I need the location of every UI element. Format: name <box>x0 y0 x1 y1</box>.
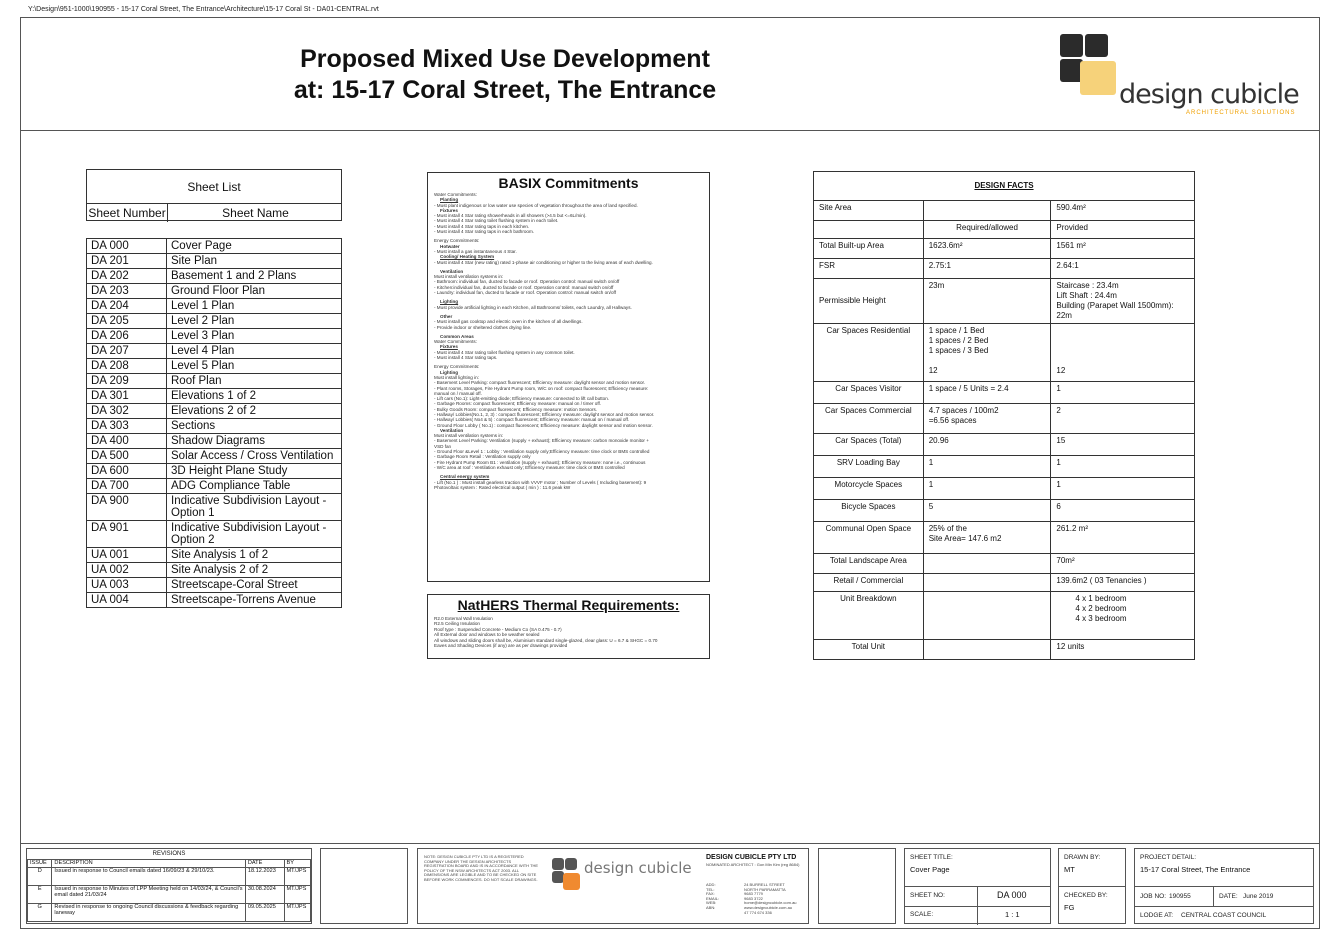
blank-panel <box>320 848 408 924</box>
checked-by-label: CHECKED BY: <box>1064 892 1108 899</box>
basix-line: Ventilation <box>440 268 464 274</box>
lodge-at-value: CENTRAL COAST COUNCIL <box>1181 912 1267 919</box>
revision-by: MT/JPS <box>284 867 311 885</box>
design-facts-row <box>814 201 1195 221</box>
contact-label: WEB: <box>706 900 717 906</box>
revision-header: DESCRIPTION <box>52 860 245 868</box>
sheet-number: DA 303 <box>87 419 167 434</box>
revision-issue: D <box>28 867 52 885</box>
basix-line: - Lift (No.1 ) : Must install gearless traction with VVVF motor ; Number of Levels ( Including basement): 9 <box>434 479 647 485</box>
revisions-table <box>26 848 312 924</box>
drawn-panel <box>1058 848 1126 924</box>
fact-required <box>923 592 1051 640</box>
basix-line: Hotwater <box>440 243 460 249</box>
fact-label: Total Built-up Area <box>814 239 924 259</box>
sheet-name: Sections <box>167 419 342 434</box>
design-facts-row <box>814 239 1195 259</box>
company-logo <box>1060 34 1120 96</box>
logo-square <box>1060 34 1083 57</box>
sheet-name: Solar Access / Cross Ventilation <box>167 449 342 464</box>
sheet-list-row <box>87 578 342 593</box>
nathers-line: R2.0 External Wall Insulation <box>434 616 493 621</box>
drawn-by-value: MT <box>1064 865 1075 874</box>
nathers-title: NatHERS Thermal Requirements: <box>457 597 680 613</box>
sheet-number: DA 208 <box>87 359 167 374</box>
logo-square <box>1080 61 1116 95</box>
revision-description: Issued in response to Minutes of LPP Meeting held on 14/03/24, & Council's email dated 21/03/24 <box>52 885 245 903</box>
sheet-list-row <box>87 449 342 464</box>
sheet-list-row <box>87 344 342 359</box>
fact-label: Total Landscape Area <box>814 554 924 574</box>
sheet-number: DA 204 <box>87 299 167 314</box>
basix-commitments <box>427 172 710 582</box>
sheet-list-row <box>87 419 342 434</box>
fact-label: FSR <box>814 259 924 279</box>
revisions-title: REVISIONS <box>152 851 186 857</box>
contact-value: 9683 7779 <box>744 891 763 897</box>
fact-label: Permissible Height <box>814 279 924 324</box>
fact-provided: 1561 m² <box>1051 239 1195 259</box>
fact-provided: 261.2 m² <box>1051 522 1195 554</box>
sheet-list-row <box>87 389 342 404</box>
fact-required: 1 space / 5 Units = 2.4 <box>923 382 1051 404</box>
contact-label: TEL: <box>706 886 715 892</box>
fact-label: Car Spaces Commercial <box>814 404 924 434</box>
basix-line: Common Areas <box>440 333 474 339</box>
contact-value: www.designcubicle.com.au <box>744 904 793 910</box>
fact-required <box>923 201 1051 221</box>
revision-by: MT/JPS <box>284 903 311 921</box>
small-logo-wordmark: design cubicle <box>584 859 692 877</box>
logo-square <box>565 858 577 870</box>
basix-line: - Must install 4 Star rating showerheads in all showers (>4.5 but <=6L/min). <box>434 213 587 219</box>
col-sheet-name: Sheet Name <box>167 204 343 222</box>
sheet-number: DA 209 <box>87 374 167 389</box>
basix-line: Lighting <box>440 369 459 375</box>
sheet-number: DA 901 <box>87 521 167 548</box>
sheet-no-label: SHEET NO: <box>910 892 945 899</box>
sheet-list-row <box>87 254 342 269</box>
fact-required: 20.96 <box>923 434 1051 456</box>
fact-label: Bicycle Spaces <box>814 500 924 522</box>
basix-line: - Ground Floor &Level 1 : Lobby : Ventilation supply only;Efficiency measure: time clock or BMS controlled <box>434 449 650 455</box>
sheet-list-row <box>87 404 342 419</box>
design-facts-row <box>814 382 1195 404</box>
sheet-number: DA 700 <box>87 479 167 494</box>
sheet-list-row <box>87 284 342 299</box>
contact-label: ADD: <box>706 882 716 887</box>
sheet-number: DA 207 <box>87 344 167 359</box>
basix-line: Must install ventilation systems in: <box>434 274 504 280</box>
fact-required <box>923 554 1051 574</box>
basix-line: Energy Commitments: <box>434 238 480 244</box>
revision-date: 18.12.2023 <box>245 867 284 885</box>
sheet-number: DA 302 <box>87 404 167 419</box>
fact-required: 5 <box>923 500 1051 522</box>
drawn-by-label: DRAWN BY: <box>1064 854 1101 861</box>
header-divider <box>20 130 1320 131</box>
sheet-number: DA 203 <box>87 284 167 299</box>
sheet-list-row <box>87 359 342 374</box>
basix-line: - Basement Level Parking: compact fluorescent; Efficiency measure: daylight sensor and motion sensor. <box>434 380 646 386</box>
nathers-line: All windows and sliding doors shall be, Aluminium standard single-glazed, clear glass: U = 6.7 & SHGC = 0.70 <box>434 637 658 643</box>
basix-line: Fixtures <box>440 207 458 213</box>
basix-line: - Must install 4 Star rating taps in each kitchen. <box>434 223 530 229</box>
lodge-at-label: LODGE AT: <box>1140 912 1174 919</box>
contact-label: ABN: <box>706 904 716 910</box>
sheet-number: DA 205 <box>87 314 167 329</box>
fact-provided: 590.4m² <box>1051 201 1195 221</box>
sheet-number: DA 301 <box>87 389 167 404</box>
design-facts-row <box>814 434 1195 456</box>
fact-provided: 2 <box>1051 404 1195 434</box>
sheet-list-header <box>86 169 342 221</box>
sheet-number: UA 004 <box>87 593 167 608</box>
fact-label: Total Unit <box>814 640 924 660</box>
basix-line: Must install lighting in: <box>434 374 479 380</box>
fact-required: 4.7 spaces / 100m2 =6.56 spaces <box>923 404 1051 434</box>
fact-required: 1 <box>923 456 1051 478</box>
sheet-name: Level 2 Plan <box>167 314 342 329</box>
sheet-list-row <box>87 548 342 563</box>
contact-label: EMAIL: <box>706 895 720 901</box>
basix-line: - Must install 4 Star (new rating) rated 1-phase air conditioning or higher to the living areas of each dwelling. <box>434 259 653 265</box>
design-facts-row <box>814 456 1195 478</box>
sheet-list-row <box>87 269 342 284</box>
project-detail-value: 15-17 Coral Street, The Entrance <box>1140 865 1251 874</box>
job-no-label: JOB NO: <box>1140 893 1167 900</box>
sheet-name: Roof Plan <box>167 374 342 389</box>
logo-square <box>1085 34 1108 57</box>
contact-label: FAX: <box>706 891 715 897</box>
sheet-list-row <box>87 593 342 608</box>
sheet-name: Ground Floor Plan <box>167 284 342 299</box>
basix-line: - Must install 4 Star rating taps in each bathroom. <box>434 229 535 235</box>
revision-date: 30.08.2024 <box>245 885 284 903</box>
sheet-name: Site Analysis 2 of 2 <box>167 563 342 578</box>
basix-line: - Provide indoor or sheltered clothes drying line. <box>434 324 532 330</box>
basix-line: - Kitchen:individual fan, ducted to facade or roof. Operation control: manual switch on/off <box>434 284 614 290</box>
sheet-number: DA 500 <box>87 449 167 464</box>
fact-provided: 1 <box>1051 478 1195 500</box>
fact-provided: 12 <box>1051 324 1195 382</box>
basix-line: - Lift cars (No.1): Light-emitting diode; Efficiency measure: connected to lift call button. <box>434 396 610 402</box>
revision-description: Revised in response to ongoing Council discussions & feedback regarding laneway <box>52 903 245 921</box>
fact-provided: Provided <box>1051 221 1195 239</box>
design-facts-row <box>814 574 1195 592</box>
revision-by: MT/JPS <box>284 885 311 903</box>
sheet-name: Elevations 2 of 2 <box>167 404 342 419</box>
basix-line: Lighting <box>440 299 459 305</box>
sheet-no-value: DA 000 <box>997 890 1027 900</box>
basix-title: BASIX Commitments <box>498 175 639 191</box>
nathers-line: Roof type : Suspended Concrete - Medium Co (SA 0.475 - 0.7) <box>434 626 562 632</box>
revision-issue: G <box>28 903 52 921</box>
design-facts-row <box>814 221 1195 239</box>
sheet-name: Elevations 1 of 2 <box>167 389 342 404</box>
copyright-note: NOTE: DESIGN CUBICLE PTY LTD IS A REGISTERED COMPANY UNDER THE DESIGN ARCHITECTS REGISTRATION BOARD AND IS IN ACCORDANCE WITH THE POLICY OF THE NSW ARCHITECTS ACT 2003. ALL DIMENSIONS ARE LEGIBLE AND TO BE CHECKED ON SITE BEFORE WORK COMMENCES. DO NOT SCALE DRAWINGS. <box>424 855 539 882</box>
logo-tagline: ARCHITECTURAL SOLUTIONS <box>1186 110 1296 116</box>
sheet-number: UA 003 <box>87 578 167 593</box>
basix-line: - Plant rooms, Storages, Fire Hydrant Pump room, W/C on roof: compact fluorescent; Efficiency measure: <box>434 385 649 391</box>
revision-date: 09.05.2025 <box>245 903 284 921</box>
sheet-name: Streetscape-Coral Street <box>167 578 342 593</box>
checked-by-value: FG <box>1064 903 1075 912</box>
design-facts-row <box>814 478 1195 500</box>
sheet-info-panel <box>904 848 1051 924</box>
sheet-list-row <box>87 479 342 494</box>
fact-provided: 6 <box>1051 500 1195 522</box>
design-facts-row <box>814 259 1195 279</box>
basix-line: - Fire Hydrant Pump Room B1 : ventilation (supply + exhaust); Efficiency measure: none i.e., continuous <box>434 459 646 465</box>
contact-value: home@designcubicle.com.au <box>744 900 797 906</box>
design-facts-row <box>814 522 1195 554</box>
sheet-number: DA 400 <box>87 434 167 449</box>
revision-header: BY <box>284 860 311 868</box>
sheet-name: Indicative Subdivision Layout - Option 1 <box>167 494 342 521</box>
fact-provided: Staircase : 23.4m Lift Shaft : 24.4m Building (Parapet Wall 1500mm): 22m <box>1051 279 1195 324</box>
basix-line: - Garbage Room Retail : Ventilation supply only <box>434 454 531 460</box>
design-facts-row <box>814 554 1195 574</box>
basix-line: - Must install 4 Star rating toilet flushing system in any common toilet. <box>434 349 575 355</box>
sheet-number: DA 000 <box>87 239 167 254</box>
sheet-list-row <box>87 434 342 449</box>
sheet-list-table <box>86 238 342 608</box>
sheet-list-row <box>87 314 342 329</box>
contact-value: 9683 3722 <box>744 895 763 901</box>
title-line-1: Proposed Mixed Use Development <box>300 45 710 73</box>
basix-line: manual on / manual off. <box>434 390 482 396</box>
sheet-name: Level 4 Plan <box>167 344 342 359</box>
sheet-list-row <box>87 464 342 479</box>
basix-line: Water Commitments: <box>434 192 477 197</box>
fact-required <box>923 574 1051 592</box>
small-logo <box>552 858 584 890</box>
basix-line: VSD fan <box>434 443 452 449</box>
sheet-list-row <box>87 299 342 314</box>
basix-line: - Laundry: individual fan, ducted to facade or roof. Operation control: manual switch on/off <box>434 290 616 296</box>
fact-provided: 139.6m2 ( 03 Tenancies ) <box>1051 574 1195 592</box>
fact-label: Car Spaces Residential <box>814 324 924 382</box>
design-facts-row <box>814 500 1195 522</box>
sheet-number: DA 201 <box>87 254 167 269</box>
fact-provided: 1 <box>1051 382 1195 404</box>
sheet-name: Site Plan <box>167 254 342 269</box>
nathers-line: R2.5 Ceiling Insulation <box>434 621 480 627</box>
basix-line: - Basement Level Parking: Ventilation (supply + exhaust); Efficiency measure: carbon monoxide monitor + <box>434 438 649 444</box>
design-facts-row <box>814 592 1195 640</box>
fact-label: Communal Open Space <box>814 522 924 554</box>
company-name: DESIGN CUBICLE PTY LTD <box>706 854 797 861</box>
basix-line: - Must plant indigenous or low water use species of vegetation throughout the area of land specified. <box>434 202 638 208</box>
title-block-divider <box>20 843 1320 844</box>
revision-row <box>28 867 311 885</box>
fact-required: 25% of the Site Area= 147.6 m2 <box>923 522 1051 554</box>
basix-line: Energy Commitments: <box>434 364 480 370</box>
sheet-name: Level 1 Plan <box>167 299 342 314</box>
fact-label: Site Area <box>814 201 924 221</box>
project-panel <box>1134 848 1314 924</box>
sheet-list-title: Sheet List <box>187 180 241 194</box>
basix-line: Cooling/ Heating System <box>440 254 495 260</box>
design-facts-table <box>813 171 1195 660</box>
sheet-list-row <box>87 563 342 578</box>
sheet-number: UA 001 <box>87 548 167 563</box>
basix-line: Planting <box>440 197 459 203</box>
contact-value: NORTH PARRAMATTA <box>744 886 786 892</box>
basix-line: - Must install 4 Star rating taps. <box>434 355 498 361</box>
basix-line: Other <box>440 313 453 319</box>
design-facts-title: DESIGN FACTS <box>814 172 1195 201</box>
nominated-architect: NOMINATED ARCHITECT : Gon Min Kim (reg 8684) <box>706 863 800 867</box>
basix-line: - Must provide artificial lighting in each Kitchen, all Bathrooms/ toilets, each Laundry, all Hallways. <box>434 304 632 310</box>
contact-value: 24 BURRELL STREET <box>744 882 785 887</box>
fact-required: Required/allowed <box>923 221 1051 239</box>
sheet-number: UA 002 <box>87 563 167 578</box>
sheet-name: Level 3 Plan <box>167 329 342 344</box>
sheet-name: Basement 1 and 2 Plans <box>167 269 342 284</box>
basix-line: - Must install gas cooktop and electric oven in the kitchen of all dwellings. <box>434 319 583 325</box>
fact-label: Car Spaces Visitor <box>814 382 924 404</box>
sheet-list-row <box>87 374 342 389</box>
fact-required: 1 space / 1 Bed 1 spaces / 2 Bed 1 spaces / 3 Bed 12 <box>923 324 1051 382</box>
fact-required <box>923 640 1051 660</box>
basix-line: - Hallway/ Lobbies(No.1, 2, 3) : compact fluorescent; Efficiency measure: daylight sensor and motion sensor. <box>434 411 655 417</box>
fact-provided: 1 <box>1051 456 1195 478</box>
fact-provided: 4 x 1 bedroom 4 x 2 bedroom 4 x 3 bedroom <box>1051 592 1195 640</box>
sheet-name: ADG Compliance Table <box>167 479 342 494</box>
copyright-panel <box>417 848 809 924</box>
basix-line: Central energy system <box>440 474 490 480</box>
basix-line: Ventilation <box>440 427 464 433</box>
job-no-value: 190955 <box>1169 893 1191 900</box>
revision-issue: E <box>28 885 52 903</box>
fact-label: Car Spaces (Total) <box>814 434 924 456</box>
basix-line: - Must install 4 Star rating toilet flushing system in each toilet. <box>434 218 559 224</box>
sheet-name: Site Analysis 1 of 2 <box>167 548 342 563</box>
sheet-name: Level 5 Plan <box>167 359 342 374</box>
sheet-number: DA 900 <box>87 494 167 521</box>
sheet-list-row <box>87 494 342 521</box>
sheet-list-row <box>87 239 342 254</box>
fact-provided: 15 <box>1051 434 1195 456</box>
fact-provided: 2.64:1 <box>1051 259 1195 279</box>
logo-wordmark: design cubicle <box>1119 79 1299 110</box>
fact-label: Retail / Commercial <box>814 574 924 592</box>
basix-line: Photovoltaic system : Rated electrical output ( min ) : 11.6 peak kW <box>434 484 571 490</box>
sheet-list-row <box>87 329 342 344</box>
fact-required: 1 <box>923 478 1051 500</box>
logo-square <box>563 873 580 890</box>
basix-line: Water Commitments: <box>434 339 477 345</box>
fact-label: Motorcycle Spaces <box>814 478 924 500</box>
sheet-name: 3D Height Plane Study <box>167 464 342 479</box>
basix-line: - Hallway/ Lobbies( No4 & 5) : compact fluorescent; Efficiency measure: manual on / manual off. <box>434 417 630 423</box>
basix-line: - Garbage Rooms: compact fluorescent; Efficiency measure: manual on / timer off. <box>434 401 602 407</box>
sheet-name: Indicative Subdivision Layout - Option 2 <box>167 521 342 548</box>
sheet-name: Streetscape-Torrens Avenue <box>167 593 342 608</box>
basix-line: - Bulky Goods Room: compact fluorescent; Efficiency measure: motion Sensors. <box>434 406 598 412</box>
fact-provided: 70m² <box>1051 554 1195 574</box>
design-facts-row <box>814 640 1195 660</box>
date-label: DATE: <box>1219 893 1238 900</box>
basix-line: Fixtures <box>440 344 458 350</box>
revision-row <box>28 903 311 921</box>
scale-value: 1 : 1 <box>1005 910 1020 919</box>
title-line-2: at: 15-17 Coral Street, The Entrance <box>293 76 717 104</box>
nathers-line: All External door and windows to be weather sealed <box>434 632 540 638</box>
sheet-title-label: SHEET TITLE: <box>910 854 953 861</box>
fact-label <box>814 221 924 239</box>
sheet-number: DA 202 <box>87 269 167 284</box>
page-title <box>180 44 830 106</box>
file-path: Y:\Design\951-1000\190955 - 15-17 Coral Street, The Entrance\Architecture\15-17 Coral St - DA01-CENTRAL.rvt <box>28 6 379 13</box>
sheet-number: DA 206 <box>87 329 167 344</box>
revision-description: Issued in response to Council emails dated 16/09/23 & 29/10/23. <box>52 867 245 885</box>
design-facts-row <box>814 404 1195 434</box>
fact-required: 2.75:1 <box>923 259 1051 279</box>
scale-label: SCALE: <box>910 911 934 918</box>
logo-square <box>552 858 564 870</box>
sheet-name: Shadow Diagrams <box>167 434 342 449</box>
revision-header: ISSUE <box>28 860 52 868</box>
sheet-list-row <box>87 521 342 548</box>
fact-required: 1623.6m² <box>923 239 1051 259</box>
basix-line: - Bathroom: individual fan, ducted to facade or roof. Operation control: manual switch on/off <box>434 279 620 285</box>
revision-row <box>28 885 311 903</box>
fact-provided: 12 units <box>1051 640 1195 660</box>
nathers-requirements <box>427 594 710 659</box>
sheet-title-value: Cover Page <box>910 865 950 874</box>
col-sheet-number: Sheet Number <box>88 206 166 220</box>
sheet-number: DA 600 <box>87 464 167 479</box>
fact-required: 23m <box>923 279 1051 324</box>
nathers-line: Eaves and Shading Devices (if any) are as per drawings provided <box>434 643 568 649</box>
fact-label: Unit Breakdown <box>814 592 924 640</box>
basix-line: - Ground Floor Lobby ( No.1) : compact fluorescent; Efficiency measure: daylight sensor and motion sensor. <box>434 422 653 428</box>
basix-line: - Must install a gas instantaneous 4 Star. <box>434 248 517 254</box>
design-facts-row <box>814 324 1195 382</box>
contact-value: 47 774 674 336 <box>744 909 772 915</box>
basix-line: - W/C area at roof : Ventilation exhaust only; Efficiency measure: time clock or BMS controlled <box>434 464 625 470</box>
date-value: June 2019 <box>1243 893 1274 900</box>
sheet-name: Cover Page <box>167 239 342 254</box>
basix-line: Must install ventilation systems in: <box>434 433 504 439</box>
design-facts-row <box>814 279 1195 324</box>
blank-panel <box>818 848 896 924</box>
fact-label: SRV Loading Bay <box>814 456 924 478</box>
project-detail-label: PROJECT DETAIL: <box>1140 854 1197 861</box>
revision-header: DATE <box>245 860 284 868</box>
